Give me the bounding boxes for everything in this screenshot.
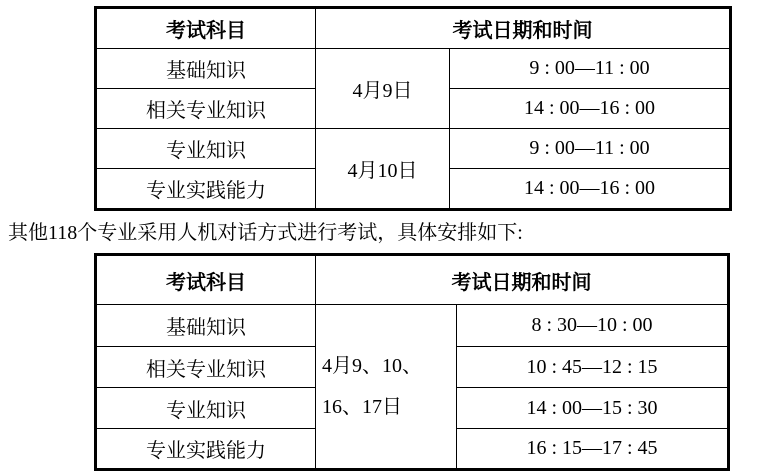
time-cell: 14 : 00—15 : 30 (457, 388, 729, 429)
subject-cell: 专业知识 (96, 388, 316, 429)
date-line-1: 4月9、10、 (322, 354, 422, 377)
table-header-row (96, 255, 729, 305)
date-cell (316, 305, 457, 470)
subject-cell: 专业知识 (96, 129, 316, 169)
time-cell: 16 : 15—17 : 45 (457, 429, 729, 470)
subject-cell: 基础知识 (96, 49, 316, 89)
header-exam-date-time: 考试日期和时间 (316, 8, 731, 49)
time-cell: 10 : 45—12 : 15 (457, 347, 729, 388)
header-exam-subject: 考试科目 (96, 8, 316, 49)
date-line-2: 16、17日 (322, 395, 402, 418)
exam-schedule-table-computer (94, 253, 730, 471)
table-row (96, 129, 731, 169)
table-header-row (96, 8, 731, 49)
date-cell: 4月9日 (316, 49, 450, 129)
time-cell: 9 : 00—11 : 00 (450, 49, 731, 89)
time-cell: 8 : 30—10 : 00 (457, 305, 729, 347)
time-cell: 14 : 00—16 : 00 (450, 169, 731, 210)
exam-schedule-table-written (94, 6, 732, 211)
subject-cell: 基础知识 (96, 305, 316, 347)
subject-cell: 相关专业知识 (96, 347, 316, 388)
intro-paragraph: 其他118个专业采用人机对话方式进行考试，具体安排如下: (8, 222, 523, 244)
table-row (96, 305, 729, 347)
header-exam-date-time: 考试日期和时间 (316, 255, 729, 305)
subject-cell: 专业实践能力 (96, 169, 316, 210)
subject-cell: 相关专业知识 (96, 89, 316, 129)
time-cell: 14 : 00—16 : 00 (450, 89, 731, 129)
subject-cell: 专业实践能力 (96, 429, 316, 470)
time-cell: 9 : 00—11 : 00 (450, 129, 731, 169)
table-row (96, 49, 731, 89)
date-cell: 4月10日 (316, 129, 450, 210)
header-exam-subject: 考试科目 (96, 255, 316, 305)
